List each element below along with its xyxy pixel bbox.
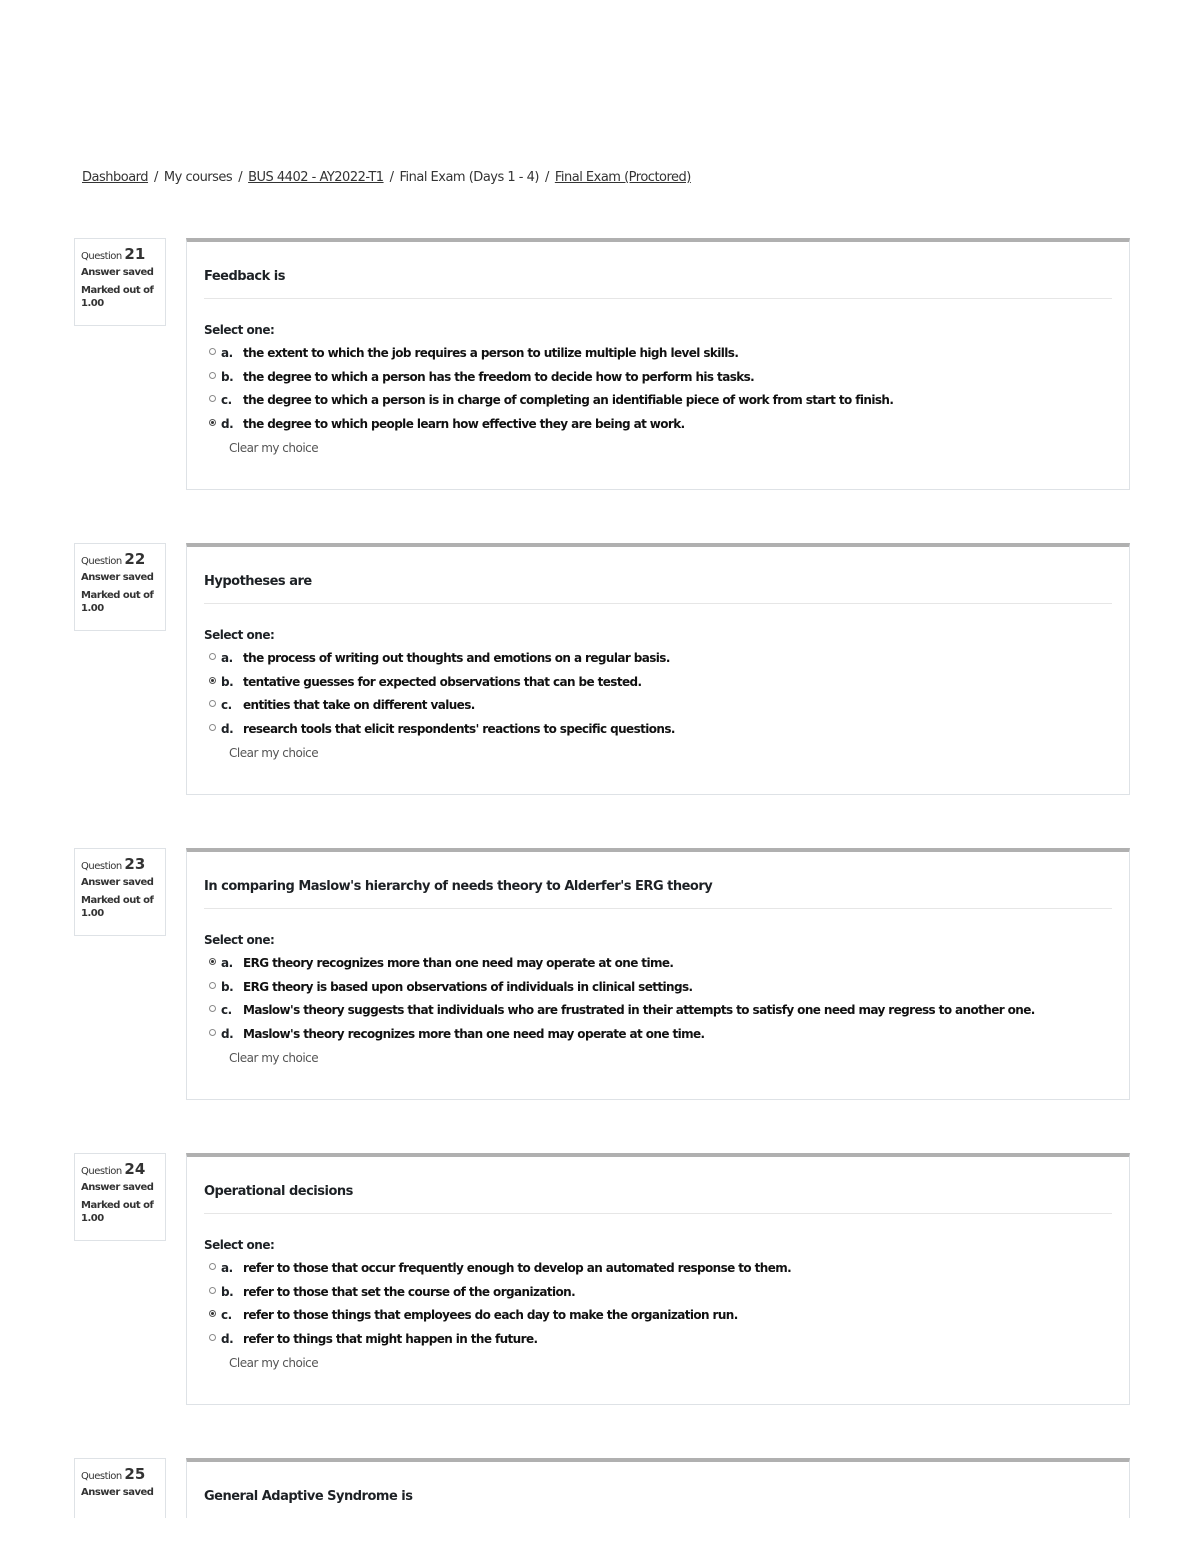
question-prefix: Question: [81, 1166, 122, 1177]
answer-list: [209, 956, 1035, 1050]
radio-button[interactable]: [209, 1263, 216, 1270]
answer-label: c.: [221, 1003, 232, 1017]
answer-option-c[interactable]: [209, 393, 893, 417]
answer-label: a.: [221, 1261, 233, 1275]
question-content: [186, 848, 1130, 1100]
question-21: [74, 238, 1130, 490]
question-content: [186, 1153, 1130, 1405]
radio-button[interactable]: [209, 348, 216, 355]
answer-label: b.: [221, 979, 234, 994]
question-24: [74, 1153, 1130, 1405]
radio-button[interactable]: [209, 700, 216, 707]
radio-button-selected[interactable]: [209, 958, 216, 965]
answer-label: c.: [221, 393, 232, 407]
breadcrumb-separator: /: [238, 170, 243, 185]
question-text: Operational decisions: [204, 1184, 353, 1199]
question-content: [186, 543, 1130, 795]
breadcrumb-quiz-link[interactable]: Final Exam (Proctored): [554, 170, 691, 185]
radio-button[interactable]: [209, 395, 216, 402]
question-25: [74, 1458, 1130, 1558]
radio-button-selected[interactable]: [209, 677, 216, 684]
answer-text: refer to things that might happen in the future.: [243, 1331, 538, 1346]
answer-text: refer to those that occur frequently enough to develop an automated response to them.: [243, 1261, 792, 1275]
question-number: 24: [124, 1160, 146, 1178]
question-prefix: Question: [81, 1471, 122, 1482]
question-info: [74, 238, 166, 326]
divider: [204, 603, 1112, 604]
breadcrumb-my-courses: My courses: [163, 170, 233, 185]
question-grade: Marked out of 1.00: [81, 1200, 154, 1224]
answer-text: refer to those things that employees do each day to make the organization run.: [243, 1308, 738, 1322]
breadcrumb-separator: /: [154, 170, 158, 185]
answer-label: b.: [221, 674, 234, 689]
breadcrumb-separator: /: [389, 170, 394, 185]
radio-button[interactable]: [209, 982, 216, 989]
radio-button[interactable]: [209, 724, 216, 731]
answer-text: the degree to which people learn how effective they are being at work.: [243, 416, 685, 431]
answer-label: d.: [221, 1331, 234, 1346]
question-grade: Marked out of 1.00: [81, 285, 154, 309]
question-content: [186, 1458, 1130, 1518]
question-info: [74, 848, 166, 936]
radio-button[interactable]: [209, 653, 216, 660]
question-number: 25: [124, 1465, 146, 1483]
answer-option-d[interactable]: [209, 722, 675, 746]
answer-label: d.: [221, 721, 234, 736]
radio-button[interactable]: [209, 1287, 216, 1294]
answer-option-b[interactable]: [209, 980, 1035, 1004]
radio-button[interactable]: [209, 1029, 216, 1036]
answer-label: a.: [221, 956, 233, 970]
answer-list: [209, 1261, 791, 1355]
answer-text: ERG theory recognizes more than one need may operate at one time.: [243, 956, 674, 970]
question-grade: Marked out of 1.00: [81, 590, 154, 614]
answer-option-c[interactable]: [209, 1308, 791, 1332]
question-number: 23: [124, 855, 146, 873]
question-text: Hypotheses are: [204, 574, 312, 589]
answer-text: the degree to which a person has the freedom to decide how to perform his tasks.: [243, 369, 755, 384]
answer-text: tentative guesses for expected observations that can be tested.: [243, 674, 642, 689]
question-content: [186, 238, 1130, 490]
clear-choice-link[interactable]: Clear my choice: [229, 746, 319, 760]
answer-text: refer to those that set the course of the organization.: [243, 1284, 576, 1299]
question-info: [74, 543, 166, 631]
answer-label: d.: [221, 1026, 234, 1041]
answer-label: c.: [221, 1308, 232, 1322]
answer-label: a.: [221, 346, 233, 360]
question-state: Answer saved: [81, 1487, 154, 1498]
question-state: Answer saved: [81, 877, 154, 888]
answer-option-d[interactable]: [209, 417, 893, 441]
answer-text: Maslow's theory recognizes more than one need may operate at one time.: [243, 1026, 705, 1041]
select-one-prompt: Select one:: [204, 933, 275, 947]
breadcrumb: [82, 170, 691, 185]
question-23: [74, 848, 1130, 1100]
breadcrumb-course-link[interactable]: BUS 4402 - AY2022-T1: [248, 170, 384, 185]
answer-list: [209, 651, 675, 745]
question-text: In comparing Maslow's hierarchy of needs theory to Alderfer's ERG theory: [204, 879, 713, 894]
question-prefix: Question: [81, 251, 122, 262]
question-text: General Adaptive Syndrome is: [204, 1489, 413, 1504]
answer-option-a[interactable]: [209, 1261, 791, 1285]
answer-text: the process of writing out thoughts and emotions on a regular basis.: [243, 651, 670, 665]
question-number: 21: [124, 245, 146, 263]
breadcrumb-section: Final Exam (Days 1 - 4): [399, 170, 539, 185]
answer-option-d[interactable]: [209, 1027, 1035, 1051]
divider: [204, 908, 1112, 909]
answer-option-a[interactable]: [209, 346, 893, 370]
radio-button-selected[interactable]: [209, 1310, 216, 1317]
breadcrumb-dashboard-link[interactable]: Dashboard: [82, 170, 149, 185]
question-state: Answer saved: [81, 572, 154, 583]
answer-option-b[interactable]: [209, 1285, 791, 1309]
answer-label: a.: [221, 651, 233, 665]
question-state: Answer saved: [81, 1182, 154, 1193]
clear-choice-link[interactable]: Clear my choice: [229, 441, 319, 455]
radio-button-selected[interactable]: [209, 419, 216, 426]
question-info: [74, 1458, 166, 1518]
answer-text: entities that take on different values.: [243, 698, 475, 712]
answer-option-b[interactable]: [209, 370, 893, 394]
clear-choice-link[interactable]: Clear my choice: [229, 1356, 319, 1370]
radio-button[interactable]: [209, 1005, 216, 1012]
question-number: 22: [124, 550, 146, 568]
radio-button[interactable]: [209, 1334, 216, 1341]
select-one-prompt: Select one:: [204, 323, 275, 337]
answer-text: ERG theory is based upon observations of individuals in clinical settings.: [243, 979, 693, 994]
answer-text: Maslow's theory suggests that individuals who are frustrated in their attempts to satisfy one need may regress to another one.: [243, 1003, 1035, 1017]
select-one-prompt: Select one:: [204, 1238, 275, 1252]
answer-label: c.: [221, 698, 232, 712]
answer-option-a[interactable]: [209, 651, 675, 675]
divider: [204, 298, 1112, 299]
answer-option-d[interactable]: [209, 1332, 791, 1356]
answer-option-c[interactable]: [209, 1003, 1035, 1027]
clear-choice-link[interactable]: Clear my choice: [229, 1051, 319, 1065]
answer-text: research tools that elicit respondents' reactions to specific questions.: [243, 721, 675, 736]
answer-label: b.: [221, 369, 234, 384]
answer-option-b[interactable]: [209, 675, 675, 699]
question-prefix: Question: [81, 861, 122, 872]
answer-option-c[interactable]: [209, 698, 675, 722]
answer-text: the degree to which a person is in charge of completing an identifiable piece of work from start to finish.: [243, 393, 894, 407]
answer-option-a[interactable]: [209, 956, 1035, 980]
answer-text: the extent to which the job requires a person to utilize multiple high level skills.: [243, 346, 739, 360]
question-prefix: Question: [81, 556, 122, 567]
question-text: Feedback is: [204, 269, 285, 284]
question-22: [74, 543, 1130, 795]
question-info: [74, 1153, 166, 1241]
answer-label: b.: [221, 1284, 234, 1299]
answer-list: [209, 346, 893, 440]
answer-label: d.: [221, 416, 234, 431]
question-state: Answer saved: [81, 267, 154, 278]
question-grade: Marked out of 1.00: [81, 895, 154, 919]
breadcrumb-separator: /: [544, 170, 549, 185]
radio-button[interactable]: [209, 372, 216, 379]
select-one-prompt: Select one:: [204, 628, 275, 642]
divider: [204, 1213, 1112, 1214]
